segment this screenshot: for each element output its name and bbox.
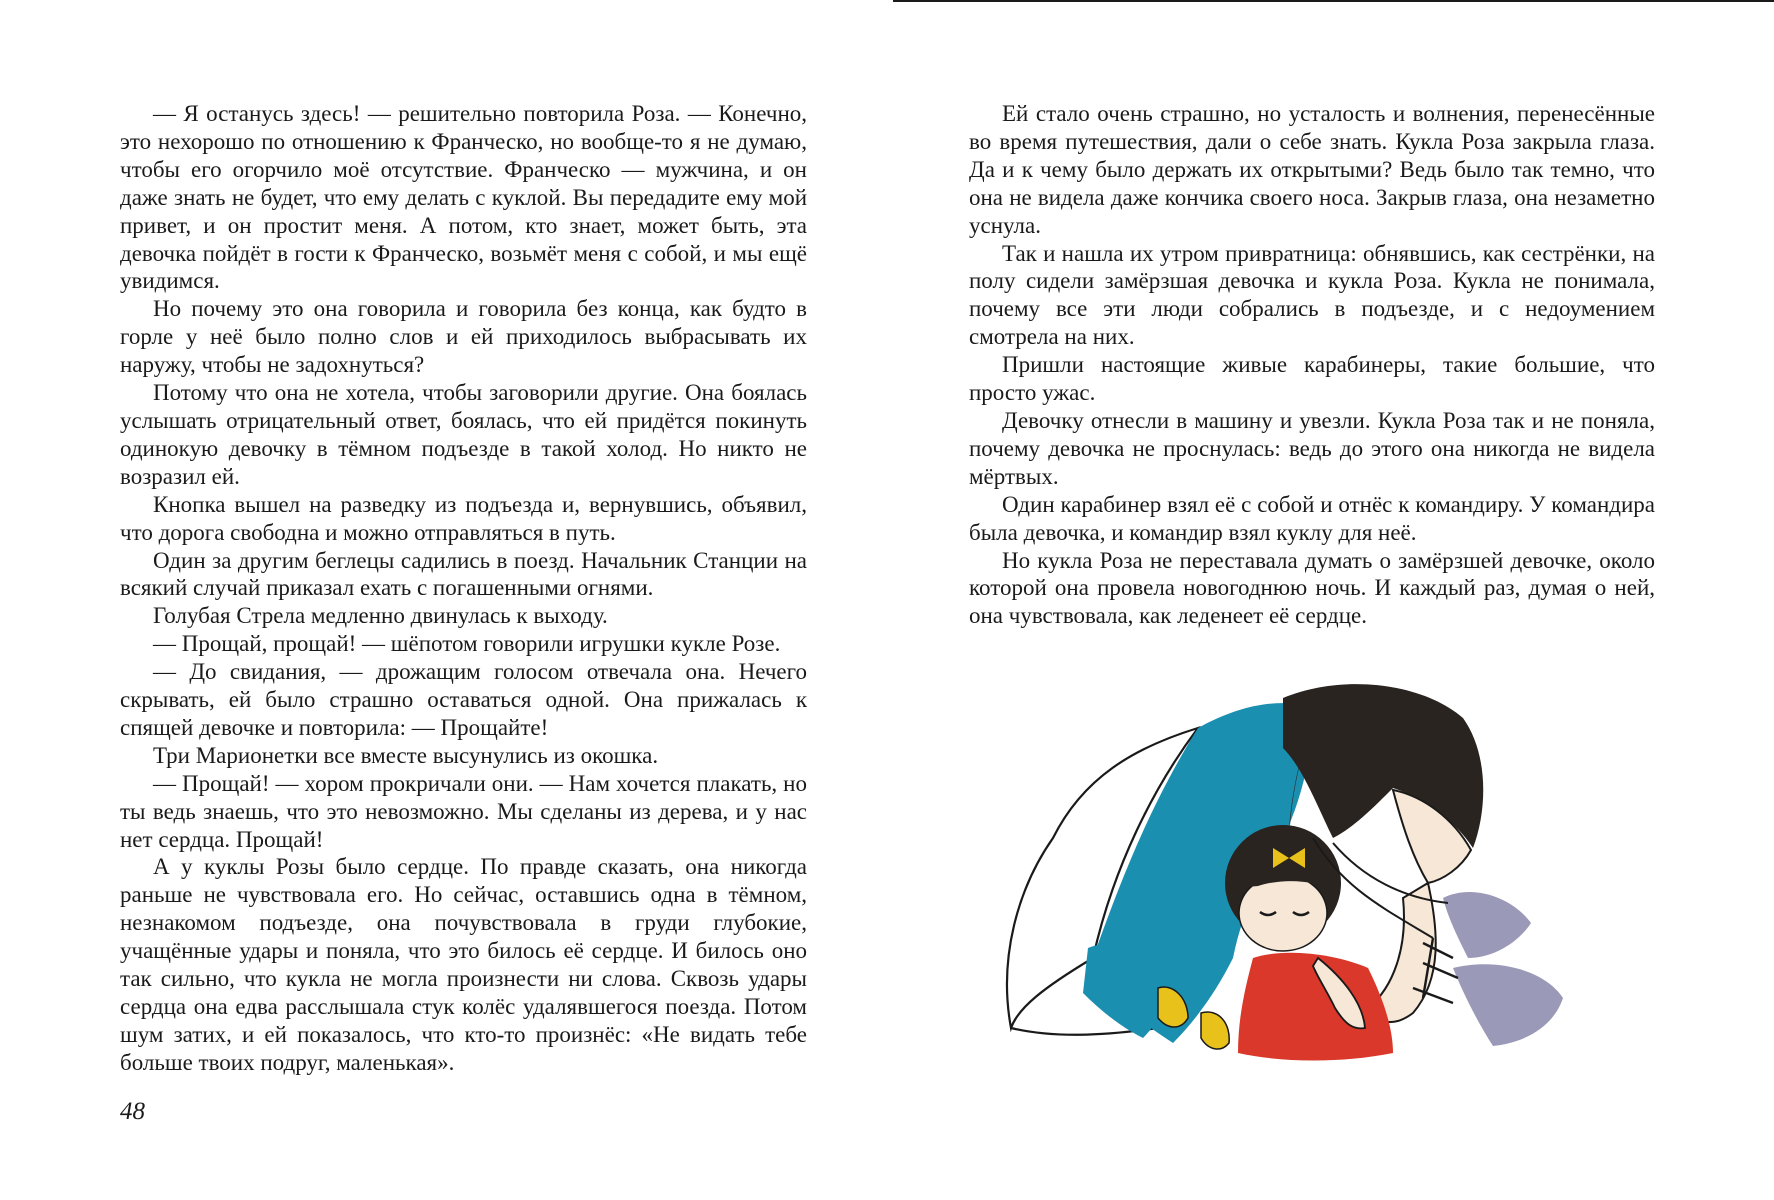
- right-page-text: [969, 100, 1655, 630]
- paragraph: Пришли настоящие живые карабинеры, такие большие, что просто ужас.: [969, 352, 1655, 406]
- paragraph: Потому что она не хотела, чтобы заговорили другие. Она боялась услышать отрицательный ответ, боялась, что ей придётся покинуть одинокую девочку в тёмном подъезде в такой холод. Но никто не возразил ей.: [120, 380, 807, 489]
- paragraph: Но кукла Роза не переставала думать о замёрзшей девочке, около которой она провела новогоднюю ночь. И каждый раз, думая о ней, она чувствовала, как леденеет её сердце.: [969, 547, 1655, 629]
- page-number: 48: [120, 1098, 145, 1125]
- paragraph: — До свидания, — дрожащим голосом отвечала она. Нечего скрывать, ей было страшно оставаться одной. Она прижалась к спящей девочке и повторила: — Прощайте!: [120, 659, 807, 740]
- paragraph: — Прощай, прощай! — шёпотом говорили игрушки кукле Розе.: [153, 631, 781, 657]
- paragraph: Ей стало очень страшно, но усталость и волнения, перенесённые во время путешествия, дали о себе знать. Кукла Роза закрыла глаза. Да и к чему было держать их открытыми? Ведь было так темно, что она не видела даже кончика своего носа. Закрыв глаза, она незаметно уснула.: [969, 101, 1655, 238]
- paragraph: — Я останусь здесь! — решительно повторила Роза. — Конечно, это нехорошо по отношению к Франческо, но вообще-то я не думаю, чтобы его огорчило моё отсутствие. Франческо — мужчина, и он даже знать не будет, что ему делать с куклой. Вы передадите ему мой привет, и он простит меня. А потом, кто знает, может быть, эта девочка пойдёт в гости к Франческо, возьмёт меня с собой, и мы ещё увидимся.: [120, 101, 807, 294]
- paragraph: А у куклы Розы было сердце. По правде сказать, она никогда раньше не чувствовала его. Но сейчас, оставшись одна в тёмном, незнакомом подъезде, она почувствовала в груди глубокие, учащённые удары и поняла, что это билось её сердце. И билось оно так сильно, что кукла не могла произнести ни слова. Сквозь удары сердца она едва расслышала стук колёс удалявшегося поезда. Потом шум затих, и ей показалось, что кто-то произнёс: «Не видать тебе больше твоих подруг, маленькая».: [120, 854, 807, 1075]
- right-page: [887, 0, 1774, 1200]
- paragraph: Три Марионетки все вместе высунулись из окошка.: [153, 742, 659, 768]
- paragraph: Девочку отнесли в машину и увезли. Кукла Роза так и не поняла, почему девочка не проснулась: ведь до этого она никогда не видела мёртвых.: [969, 407, 1655, 489]
- paragraph: Голубая Стрела медленно двинулась к выходу.: [153, 603, 608, 629]
- girl-shoe-top: [1443, 892, 1531, 958]
- left-page-text: [120, 100, 807, 1077]
- paragraph: Один карабинер взял её с собой и отнёс к командиру. У командира была девочка, и командир взял куклу для неё.: [969, 491, 1655, 545]
- girl-shoe-bottom: [1453, 964, 1563, 1046]
- paragraph: Но почему это она говорила и говорила без конца, как будто в горле у неё было полно слов и ей приходилось выбрасывать их наружу, чтобы не задохнуться?: [120, 296, 807, 378]
- paragraph: — Прощай! — хором прокричали они. — Нам хочется плакать, но ты ведь знаешь, что это невозможно. Мы сделаны из дерева, и у нас нет сердца. Прощай!: [120, 770, 807, 852]
- paragraph: Один за другим беглецы садились в поезд. Начальник Станции на всякий случай приказал ехать с погашенными огнями.: [120, 547, 807, 601]
- paragraph: Кнопка вышел на разведку из подъезда и, вернувшись, объявил, что дорога свободна и можно отправляться в путь.: [120, 491, 807, 545]
- doll-shoe-right: [1201, 1012, 1229, 1049]
- paragraph: Так и нашла их утром привратница: обнявшись, как сестрёнки, на полу сидели замёрзшая девочка и кукла Роза. Кукла не понимала, почему все эти люди собрались в подъезде, и с недоумением смотрела на них.: [969, 240, 1655, 350]
- girl-hair: [1283, 684, 1483, 848]
- girl-hugging-doll-illustration: [983, 658, 1607, 1094]
